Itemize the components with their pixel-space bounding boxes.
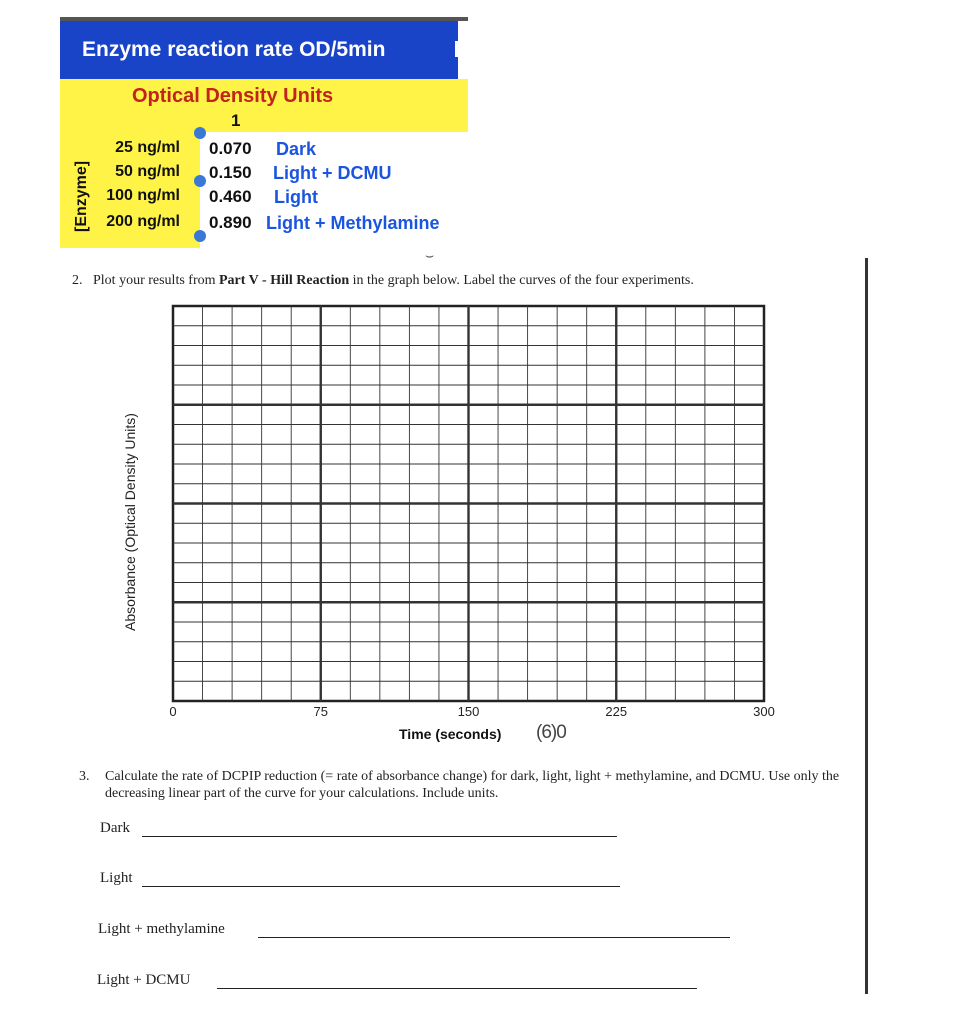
- row-condition: Light: [274, 187, 318, 207]
- x-axis-label: Time (seconds): [399, 726, 502, 742]
- row-concentration: 100 ng/ml: [106, 187, 180, 204]
- x-tick-label: 300: [753, 704, 775, 719]
- column-header: 1: [231, 111, 241, 130]
- q2-bold: Part V - Hill Reaction: [219, 273, 350, 288]
- q2-text-before: Plot your results from: [93, 273, 219, 288]
- y-axis-label: Absorbance (Optical Density Units): [122, 413, 138, 631]
- handwritten-note: (6)0: [536, 722, 566, 743]
- row-concentration: 200 ng/ml: [106, 213, 180, 230]
- answer-light-methylamine: [98, 921, 730, 941]
- answer-line[interactable]: [258, 937, 730, 938]
- q3-text: Calculate the rate of DCPIP reduction (= rate of absorbance change) for dark, light, light + methylamine, and DCMU. Use only the decreasing linear part of the curve for your calculations. Include units.: [105, 769, 840, 801]
- q3-number: 3.: [79, 769, 90, 784]
- row-value: 0.070: [209, 139, 252, 158]
- answer-line[interactable]: [217, 988, 697, 989]
- answer-dark: [100, 820, 620, 840]
- answer-label: Light + methylamine: [98, 921, 225, 937]
- answer-line[interactable]: [142, 836, 617, 837]
- answer-light-dcmu: [97, 972, 697, 992]
- q2-number: 2.: [72, 273, 83, 288]
- row-value: 0.150: [209, 163, 252, 182]
- x-tick-label: 75: [313, 704, 328, 719]
- row-value: 0.460: [209, 187, 252, 206]
- x-tick-label: 150: [457, 704, 480, 719]
- row-condition: Light + Methylamine: [266, 213, 440, 233]
- sheet-subtitle: Optical Density Units: [132, 85, 334, 107]
- sheet-title: Enzyme reaction rate OD/5min: [82, 38, 386, 61]
- row-concentration: 25 ng/ml: [115, 139, 180, 156]
- row-condition: Dark: [276, 139, 317, 159]
- answer-label: Light + DCMU: [97, 972, 191, 988]
- row-axis-label: [Enzyme]: [73, 160, 90, 232]
- row-concentration: 50 ng/ml: [115, 163, 180, 180]
- row-condition: Light + DCMU: [273, 163, 392, 183]
- x-tick-label: 225: [605, 704, 628, 719]
- answer-label: Light: [100, 870, 133, 886]
- pen-mark: ⌣: [425, 249, 435, 264]
- row-value: 0.890: [209, 213, 252, 232]
- answer-label: Dark: [100, 820, 130, 836]
- answer-light: [100, 870, 620, 890]
- answer-line[interactable]: [142, 886, 620, 887]
- x-tick-label: 0: [169, 704, 177, 719]
- q2-text-after: in the graph below. Label the curves of the four experiments.: [349, 273, 694, 288]
